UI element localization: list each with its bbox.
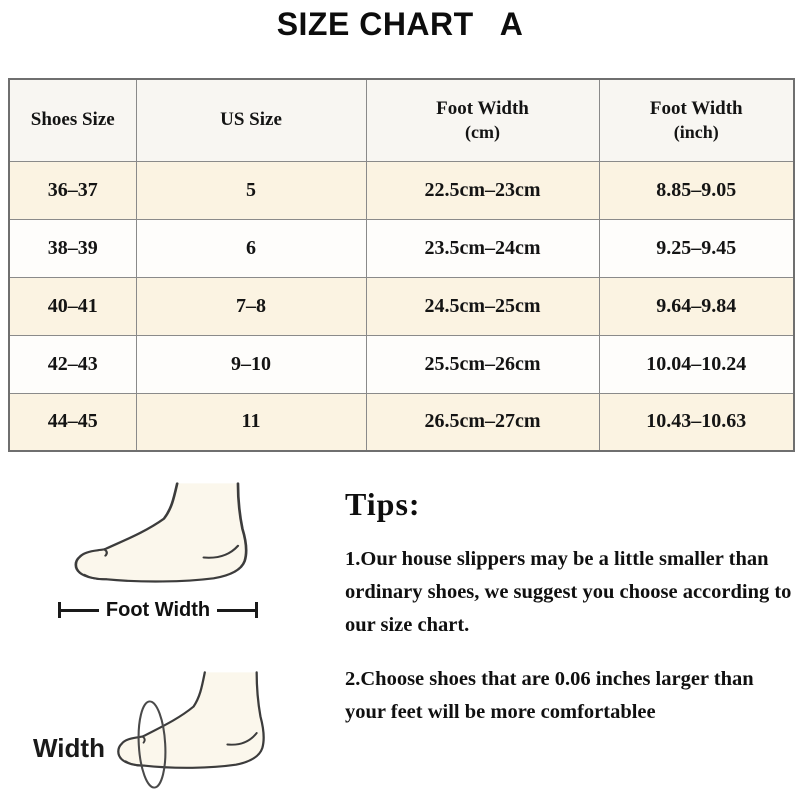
foot-girth-illustration [86,660,284,792]
page-title [0,6,800,43]
table-cell: 38–39 [9,219,136,277]
measure-line-right [217,609,255,612]
column-header-us-size: US Size [136,79,366,161]
column-header-shoes-size: Shoes Size [9,79,136,161]
table-cell: 24.5cm–25cm [366,277,599,335]
tip-item-2: 2.Choose shoes that are 0.06 inches larger than your feet will be more comfortablee [345,667,754,723]
table-cell: 11 [136,393,366,451]
size-table-body [9,161,794,451]
table-cell: 25.5cm–26cm [366,335,599,393]
table-cell: 40–41 [9,277,136,335]
table-cell: 9–10 [136,335,366,393]
table-cell: 7–8 [136,277,366,335]
tips-heading: Tips: [345,486,421,522]
table-cell: 26.5cm–27cm [366,393,599,451]
size-table-header [9,79,794,161]
table-cell: 36–37 [9,161,136,219]
table-cell: 10.04–10.24 [599,335,794,393]
table-cell: 8.85–9.05 [599,161,794,219]
table-cell: 9.64–9.84 [599,277,794,335]
measure-tick-right [255,602,258,618]
tips-section [345,486,795,729]
table-cell: 6 [136,219,366,277]
column-header-foot-width-cm: Foot Width (cm) [366,79,599,161]
column-header-foot-width-inch: Foot Width (inch) [599,79,794,161]
width-label: Width [33,733,105,763]
table-cell: 9.25–9.45 [599,219,794,277]
tip-item-1: 1.Our house slippers may be a little smaller than ordinary shoes, we suggest you choose according to our size chart. [345,548,792,637]
table-cell: 23.5cm–24cm [366,219,599,277]
table-row [9,219,794,277]
table-cell: 10.43–10.63 [599,393,794,451]
foot-fill [76,483,246,581]
table-row [9,393,794,451]
page-title-main: SIZE CHART [276,6,474,42]
table-cell: 5 [136,161,366,219]
table-cell: 22.5cm–23cm [366,161,599,219]
table-header-row [9,79,794,161]
table-cell: 44–45 [9,393,136,451]
table-row [9,335,794,393]
table-row [9,277,794,335]
foot-side-view-illustration [38,478,270,600]
page-title-variant: A [499,6,524,42]
size-table [8,78,795,452]
foot-width-measure [58,598,258,622]
foot-width-measure-label: Foot Width [105,598,211,621]
measure-line-left [61,609,99,612]
table-row [9,161,794,219]
table-cell: 42–43 [9,335,136,393]
